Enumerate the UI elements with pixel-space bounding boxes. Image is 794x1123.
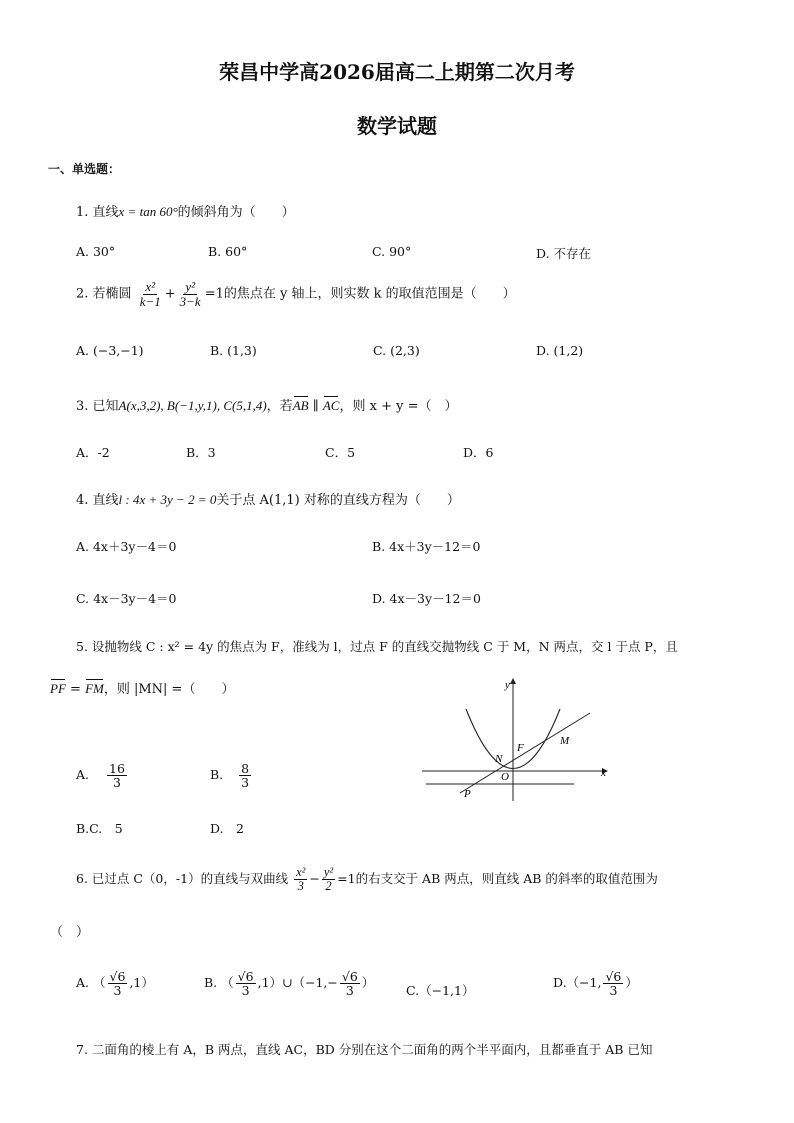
page-subtitle: 数学试题 <box>357 114 437 138</box>
q5-a-den: 3 <box>112 775 121 791</box>
q5-option-b-label: B. <box>210 767 224 783</box>
q6-b-den2: 3 <box>345 983 354 999</box>
q4-option-c: C. 4x－3y－4＝0 <box>76 591 177 606</box>
q6-fraction-x <box>294 866 307 893</box>
q2-prefix: 2. 若椭圆 <box>76 286 132 302</box>
q1-option-d: D. 不存在 <box>536 246 592 261</box>
q2-eq: =1 <box>204 286 224 302</box>
q5-b-den: 3 <box>241 775 250 791</box>
q1-prefix: 1. 直线 <box>76 205 119 220</box>
q6-a-num: √6 <box>109 969 126 984</box>
q6-option-b-label: B. <box>204 975 218 991</box>
q5-b-num: 8 <box>241 761 250 776</box>
q4-option-d: D. 4x－3y－12＝0 <box>372 591 481 606</box>
q5-vector-fm: FM <box>85 681 104 696</box>
question-5-line-1: 5. 设抛物线 C : x² = 4y 的焦点为 F，准线为 l，过点 F 的直线交抛物线 C 于 M，N 两点，交 l 于点 P，且 <box>76 639 678 654</box>
q2-suffix: 的焦点在 y 轴上，则实数 k 的取值范围是（ ） <box>223 286 516 302</box>
q3-mid: ，若 <box>266 399 293 414</box>
q5-option-b <box>210 762 253 789</box>
point-p-label: P <box>464 788 471 800</box>
q6-eq: =1 <box>337 871 356 887</box>
question-2: 2. 若椭圆 $\frac{\text{x²}}{k-1}$ + $\frac{\text{y²}}{3-k}$ =1的焦点在 y 轴上，则实数 k 的取值范围是（ ） <box>76 279 516 309</box>
q5-suffix: ，则 |MN| =（ ） <box>103 682 235 697</box>
q6-d-close: ） <box>625 975 638 991</box>
q5-option-c: B.C. 5 <box>76 821 123 836</box>
q6-suffix: 的右支交于 AB 两点，则直线 AB 的斜率的取值范围为 <box>355 871 658 887</box>
q6-a-open: （ <box>93 975 106 991</box>
q6-b-fraction-2 <box>340 970 360 997</box>
q6-frac1-den: 3 <box>297 879 304 894</box>
question-4 <box>76 489 460 508</box>
q6-option-b <box>204 970 374 997</box>
q2-option-d: D. (1,2) <box>536 343 584 358</box>
q6-option-a-label: A. <box>76 975 90 991</box>
q6-option-d-label: D.（−1, <box>553 975 602 991</box>
q5-option-b-fraction <box>239 762 251 789</box>
q3-option-d: D．6 <box>463 445 494 460</box>
q6-frac2-den: 2 <box>325 879 332 894</box>
question-5-line-2 <box>50 678 234 697</box>
q6-answer-paren: （ ） <box>50 925 90 940</box>
section-heading: 一、单选题： <box>48 162 121 176</box>
q3-parallel: ∥ <box>308 399 323 414</box>
q6-b-num2: √6 <box>341 969 358 984</box>
q2-frac2-num: y² <box>185 279 195 294</box>
q2-option-a: A. (−3,−1) <box>76 343 144 358</box>
q6-b-open: （ <box>221 975 234 991</box>
focal-line <box>460 713 590 793</box>
page-title: 荣昌中学高2026届高二上期第二次月考 <box>219 60 575 84</box>
q2-option-c: C. (2,3) <box>373 343 420 358</box>
q6-b-num: √6 <box>237 969 254 984</box>
q2-frac1-num: x² <box>145 279 156 294</box>
q1-option-a: A. 30° <box>76 244 116 259</box>
question-3 <box>76 395 457 414</box>
q6-b-mid: ,1）∪（−1,− <box>257 975 338 991</box>
q6-option-a <box>76 970 154 997</box>
q6-option-c: C.（−1,1） <box>406 983 475 998</box>
q6-frac1-num: x² <box>296 865 306 879</box>
q3-option-a: A．-2 <box>76 445 110 460</box>
q6-prefix: 6. 已过点 C（0，-1）的直线与双曲线 <box>76 871 289 887</box>
q3-suffix: ，则 x + y =（ ） <box>339 399 458 414</box>
origin-label: O <box>501 771 509 783</box>
q5-eq: = <box>65 682 86 697</box>
q6-a-close: ,1） <box>129 975 154 991</box>
question-7: 7. 二面角的棱上有 A，B 两点，直线 AC，BD 分别在这个二面角的两个半平面内，且都垂直于 AB 已知 <box>76 1042 653 1057</box>
q6-fraction-y <box>322 866 335 893</box>
q2-frac1-den: k−1 <box>139 293 161 309</box>
q1-option-c: C. 90° <box>372 244 412 259</box>
question-6 <box>76 866 658 893</box>
point-n-label: N <box>495 753 503 765</box>
y-axis-arrow <box>510 678 516 684</box>
q4-line: l : 4x + 3y − 2 = 0 <box>118 492 217 507</box>
q2-option-b: B. (1,3) <box>210 343 257 358</box>
q6-b-den: 3 <box>241 983 250 999</box>
q6-option-d <box>553 970 638 997</box>
q6-d-num: √6 <box>605 969 622 984</box>
q4-suffix: 关于点 A(1,1) 对称的直线方程为（ ） <box>216 493 460 508</box>
q6-frac2-num: y² <box>323 865 334 879</box>
q6-minus: − <box>309 871 320 887</box>
q2-fraction-x <box>138 280 163 308</box>
y-axis-label: y <box>505 679 510 691</box>
q3-points: A(x,3,2), B(−1,y,1), C(5,1,4) <box>118 398 267 413</box>
q5-option-a-fraction <box>107 762 127 789</box>
q1-expr: x = tan 60° <box>118 204 178 219</box>
q5-a-num: 16 <box>109 761 125 776</box>
q3-option-b: B．3 <box>186 445 216 460</box>
q5-vector-pf: PF <box>50 681 66 696</box>
q5-option-a-label: A. <box>76 767 90 783</box>
q1-option-b: B. 60° <box>208 244 248 259</box>
q6-b-fraction-1 <box>236 970 256 997</box>
q4-prefix: 4. 直线 <box>76 493 119 508</box>
q4-option-b: B. 4x＋3y－12＝0 <box>372 539 481 554</box>
question-1 <box>76 201 295 220</box>
q2-frac2-den: 3−k <box>179 293 201 309</box>
q3-vector-ab: AB <box>292 398 309 413</box>
q5-option-a <box>76 762 129 789</box>
q3-option-c: C．5 <box>325 445 356 460</box>
q4-option-a: A. 4x＋3y－4＝0 <box>76 539 177 554</box>
q3-prefix: 3. 已知 <box>76 399 119 414</box>
q3-vector-ac: AC <box>322 398 340 413</box>
q6-a-fraction <box>108 970 128 997</box>
q6-b-close: ） <box>361 975 375 991</box>
q6-d-den: 3 <box>609 983 618 999</box>
q2-fraction-y <box>178 280 203 308</box>
point-f-label: F <box>517 742 524 754</box>
parabola-figure <box>420 676 615 804</box>
x-axis-label: x <box>601 767 606 779</box>
q1-suffix: 的倾斜角为（ ） <box>177 205 295 220</box>
q5-option-d: D. 2 <box>210 821 245 836</box>
q6-d-fraction <box>603 970 623 997</box>
q6-a-den: 3 <box>113 983 122 999</box>
point-m-label: M <box>560 735 570 747</box>
